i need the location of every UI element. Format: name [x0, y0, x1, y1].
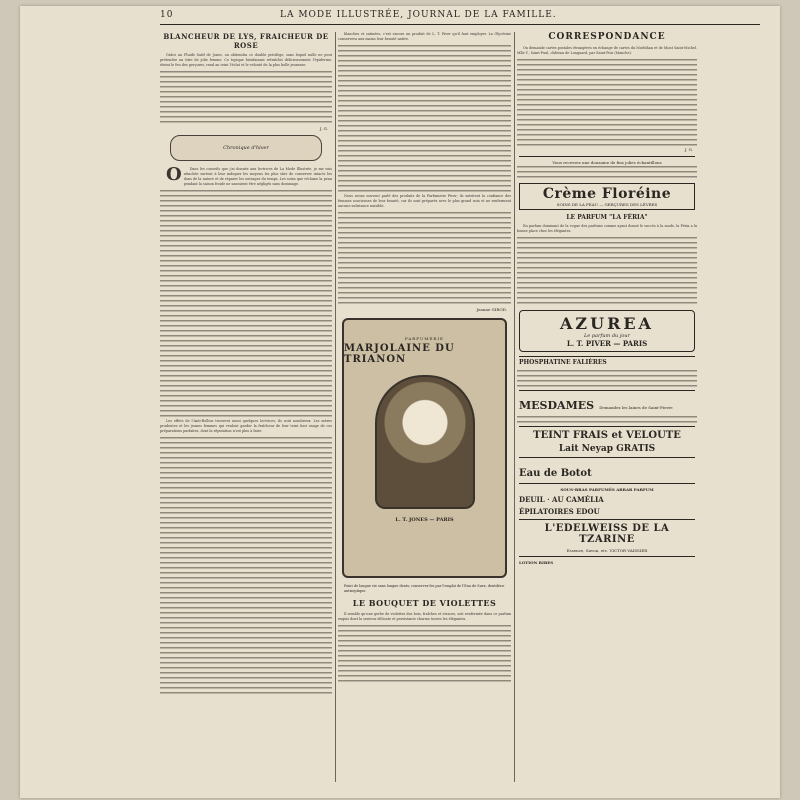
creme-floreine-advertisement: [519, 183, 695, 210]
article-text: [338, 194, 511, 209]
section-heading: CORRESPONDANCE: [548, 32, 666, 42]
epilatoires-advertisement: ÉPILATOIRES EDOU: [519, 507, 600, 516]
divider: [519, 483, 695, 484]
article-paragraph: Nous avons souvent parlé des produits de la Parfumerie Piver; ils méritent la confiance des femmes soucieuses de leur beauté, car ils sont préparés avec le plus grand soin et ne renferment aucune substance nuisible.: [338, 194, 511, 208]
text-block: [517, 165, 697, 179]
chronique-banner: Chronique d'hiver: [170, 135, 322, 161]
divider: [519, 519, 695, 520]
article-text: [160, 164, 332, 187]
lotion-advertisement: LOTION RIBES: [519, 560, 554, 565]
column-middle: [338, 32, 511, 684]
text-block: [517, 415, 697, 423]
edelweiss-advertisement: L'EDELWEISS DE LA TZARINE: [544, 523, 670, 545]
article-text: [338, 612, 511, 622]
text-block: [160, 436, 332, 696]
article-signature: J. G.: [319, 126, 328, 131]
divider: [519, 390, 695, 391]
text-block: [338, 211, 511, 306]
ad-maker: L. T. JONES — PARIS: [395, 517, 454, 523]
divider: [519, 156, 695, 157]
deuil-advertisement: DEUIL · AU CAMÉLIA: [519, 495, 604, 504]
article-heading: LE BOUQUET DE VIOLETTES: [352, 598, 497, 608]
article-paragraph: blanches et satinées, c'est encore un produit de L. T. Piver qu'il faut employer. La Glycérine conservera aux mains leur beauté native.: [338, 32, 511, 41]
ad-tagline: SOINS DE LA PEAU — GERÇURES DES LÈVRES: [556, 202, 658, 207]
text-block: [517, 236, 697, 306]
lait-neyap-advertisement: Lait Neyap GRATIS: [558, 444, 656, 454]
article-text: [160, 53, 332, 68]
article-body: Dans les conseils que j'ai donnés aux lectrices de La Mode Illustrée, je me suis attachée surtout à leur indiquer les moyens les plus sûrs de conserver intacts les dons de la nature et de réparer les outrages du temps. Les soins que réclame la peau pendant la saison froide ne sauraient être négligés sans dommage.: [183, 167, 332, 186]
article-signature: J. G.: [684, 147, 693, 152]
column-rule: [514, 32, 515, 782]
text-block: [338, 44, 511, 194]
divider: [519, 457, 695, 458]
botot-advertisement: [519, 461, 695, 480]
article-paragraph: [160, 164, 332, 187]
ad-maker: L. T. PIVER — PARIS: [566, 339, 648, 348]
column-rule: [335, 32, 336, 782]
article-paragraph: On demande cartes postales étrangères en échange de cartes du Morbihan et de Mont Saint-Michel. Mlle Y., Saint-Paul, château de Longuard, par Saint-Pois (Manche).: [517, 46, 697, 55]
page-number: 10: [160, 10, 174, 20]
ad-brand: Eau de Botot: [519, 468, 592, 479]
article-text: [160, 419, 332, 434]
page: [20, 6, 780, 798]
woman-portrait-illustration: [375, 375, 475, 509]
text-block: [517, 58, 697, 146]
text-block: [160, 189, 332, 419]
column-right: [517, 32, 697, 565]
divider: [519, 556, 695, 557]
page-header: [160, 8, 760, 25]
ad-note: Vous recevrez une douzaine de fins jolies échantillons: [552, 160, 662, 165]
ad-brand: AZUREA: [560, 314, 654, 333]
article-paragraph: Il semble qu'une gerbe de violettes des bois, fraîches et vivaces, soit renfermée dans ce parfum exquis dont la senteur délicate et persistante charme toutes les élégantes.: [338, 612, 511, 621]
divider: [519, 426, 695, 427]
ad-brand: MARJOLAINE DU TRIANON: [344, 343, 455, 365]
phosphatine-advertisement: PHOSPHATINE FALIÈRES: [519, 356, 695, 366]
drop-cap: O: [166, 164, 182, 185]
article-signature: Jeanne GIROD.: [476, 307, 507, 312]
ad-tagline: Le parfum du jour: [583, 333, 631, 339]
ad-label: PARFUMERIE: [405, 336, 444, 341]
text-block: [338, 624, 511, 684]
text-block: [160, 70, 332, 125]
article-text: [517, 224, 697, 234]
column-left: [160, 32, 332, 696]
marjolaine-advertisement: [342, 318, 507, 578]
teint-advertisement: TEINT FRAIS et VELOUTE: [533, 430, 681, 441]
article-paragraph: En parfum dominant de la vogue des parfums comme ayant donné le succès à la mode, la Féria a la bonne place chez les élégantes.: [517, 224, 697, 233]
arrar-advertisement: SOUS-BRAS PARFUMÉS ARRAR PARFUM: [560, 487, 654, 492]
article-heading: BLANCHEUR DE LYS, FRAICHEUR DE ROSE: [163, 32, 329, 50]
article-heading: LE PARFUM "LA FÉRIA": [566, 214, 648, 221]
article-text: [338, 32, 511, 42]
ad-tagline: Demandez les laines de Saint-Pierre: [599, 405, 673, 410]
azurea-advertisement: [519, 310, 695, 352]
article-text: [517, 46, 697, 56]
ad-brand: MESDAMES: [519, 399, 595, 412]
vaissier-line: Essence, Savon, etc. VICTOR VAISSIER: [566, 548, 648, 553]
article-paragraph: Les effets de l'Anti-Bolbos trouvent aussi quelques lectrices; ils sont nombreux. Les mères prudentes et les jeunes femmes qui veulent garder la fraîcheur de leur teint font usage de ces préparations parfaites, dont la réputation n'est plus à faire.: [160, 419, 332, 433]
journal-title: LA MODE ILLUSTRÉE, JOURNAL DE LA FAMILLE.: [280, 10, 557, 20]
mesdames-advertisement: [519, 394, 695, 413]
article-paragraph: Grâce au Fluide Satif de Jones, on obtiendra ce double privilège, sans lequel nulle ne peut prétendre au titre de jolie femme. Ce topique bienfaisant refraîchit délicieusement l'épiderme, éteint le feu des gerçures, rend au teint l'éclat et le velouté de la plus belle jeunesse.: [160, 53, 332, 67]
text-block: [517, 369, 697, 387]
ad-brand: Crème Floréine: [542, 186, 672, 202]
ad-caption: Point de longue vie sans longue dents; conservez-les par l'emploi de l'Eau de Suez, dentifrice antiseptique.: [344, 584, 505, 593]
